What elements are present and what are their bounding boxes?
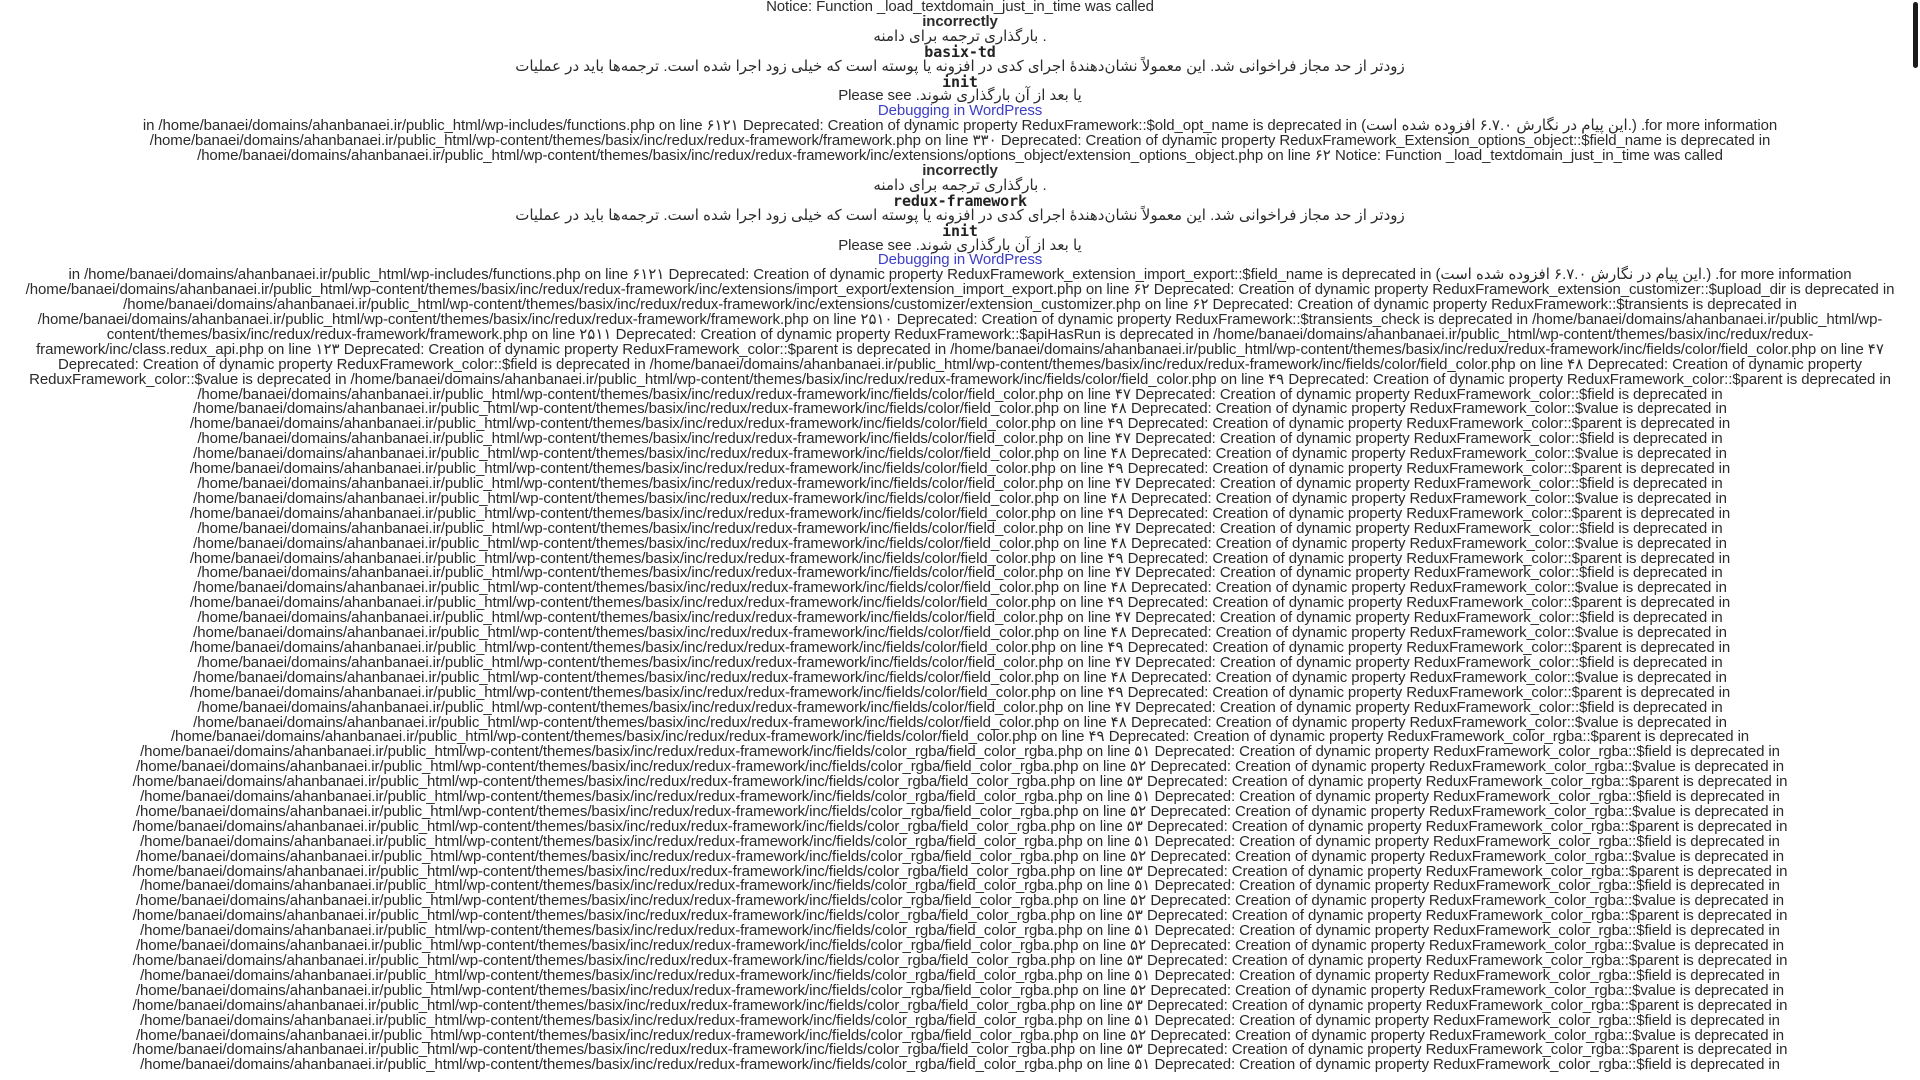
- notice-function-called-line: Notice: Function _load_textdomain_just_in_time was called: [766, 0, 1154, 15]
- debugging-in-wordpress-link[interactable]: Debugging in WordPress: [877, 102, 1043, 120]
- log-line: /home/banaei/domains/ahanbanaei.ir/public_html/wp-content/themes/basix/inc/redux/redux-framework/inc/fields/color/field_color.php on line ۴۹ Deprecated: Creation of dynamic property ReduxFramework_color::$parent is deprecated in: [189, 415, 1731, 433]
- log-line: /home/banaei/domains/ahanbanaei.ir/public_html/wp-content/themes/basix/inc/redux/redux-framework/inc/fields/color_rgba/field_color_rgba.php on line ۵۲ Deprecated: Creation of dynamic property ReduxFramework_color_rgba::$value is deprecated in: [135, 892, 1785, 910]
- log-line: /home/banaei/domains/ahanbanaei.ir/public_html/wp-content/themes/basix/inc/redux/redux-framework/inc/extensions/options_object/extension_options_object.php on line ۶۲ Notice: Function _load_textdomain_just_in_time was called: [197, 147, 1723, 165]
- notice-message-text: زودتر از حد مجاز فراخوانی شد. این معمولاً نشان‌دهندهٔ اجرای کدی در افزونه یا پوسته است که خیلی زود اجرا شده است. ترجمه‌ها باید در عملیات: [515, 206, 1405, 224]
- notice-please-see-text: Please see: [838, 87, 912, 105]
- notice-domain-code: basix-td: [924, 42, 996, 61]
- log-line: /home/banaei/domains/ahanbanaei.ir/public_html/wp-content/themes/basix/inc/redux/redux-framework/inc/fields/color_rgba/field_color_rgba.php on line ۵۳ Deprecated: Creation of dynamic property ReduxFramework_color_rgba::$parent is deprecated in: [132, 773, 1788, 791]
- log-line: /home/banaei/domains/ahanbanaei.ir/public_html/wp-content/themes/basix/inc/redux/redux-framework/framework.php on line ۳۳۰ Deprecated: Creation of dynamic property ReduxFramework_Extension_options_object::$field_name is deprecated in: [149, 132, 1771, 150]
- notice-domain-label: . بارگذاری ترجمه برای دامنه: [873, 27, 1047, 45]
- log-line: /home/banaei/domains/ahanbanaei.ir/public_html/wp-content/themes/basix/inc/redux/redux-framework/inc/fields/color_rgba/field_color_rgba.php on line ۵۱ Deprecated: Creation of dynamic property ReduxFramework_color_rgba::$field is deprecated in: [140, 788, 1780, 806]
- log-line: /home/banaei/domains/ahanbanaei.ir/public_html/wp-content/themes/basix/inc/redux/redux-framework/inc/fields/color/field_color.php on line ۴۸ Deprecated: Creation of dynamic property ReduxFramework_color::$value is deprecated in: [193, 624, 1727, 642]
- debugging-in-wordpress-link[interactable]: Debugging in WordPress: [877, 251, 1043, 269]
- log-line: /home/banaei/domains/ahanbanaei.ir/public_html/wp-content/themes/basix/inc/redux/redux-framework/inc/fields/color_rgba/field_color_rgba.php on line ۵۱ Deprecated: Creation of dynamic property ReduxFramework_color_rgba::$field is deprecated in: [140, 1056, 1780, 1074]
- notice-after-hook-fa: یا بعد از آن بارگذاری شوند.: [915, 236, 1082, 254]
- log-repeat-list: [6, 402, 1914, 1073]
- log-line: /home/banaei/domains/ahanbanaei.ir/public_html/wp-content/themes/basix/inc/redux/redux-framework/inc/fields/color_rgba/field_color_rgba.php on line ۵۲ Deprecated: Creation of dynamic property ReduxFramework_color_rgba::$value is deprecated in: [135, 937, 1785, 955]
- log-line: /home/banaei/domains/ahanbanaei.ir/public_html/wp-content/themes/basix/inc/redux/redux-framework/inc/fields/color/field_color.php on line ۴۸ Deprecated: Creation of dynamic property ReduxFramework_color::$value is deprecated in: [193, 713, 1727, 731]
- log-line: /home/banaei/domains/ahanbanaei.ir/public_html/wp-content/themes/basix/inc/redux/redux-framework/inc/fields/color_rgba/field_color_rgba.php on line ۵۱ Deprecated: Creation of dynamic property ReduxFramework_color_rgba::$field is deprecated in: [140, 832, 1780, 850]
- log-line: /home/banaei/domains/ahanbanaei.ir/public_html/wp-content/themes/basix/inc/redux/redux-framework/inc/fields/color/field_color.php on line ۴۹ Deprecated: Creation of dynamic property ReduxFramework_color::$parent is deprecated in: [189, 594, 1731, 612]
- log-line: /home/banaei/domains/ahanbanaei.ir/public_html/wp-content/themes/basix/inc/redux/redux-framework/inc/fields/color/field_color.php on line ۴۷ Deprecated: Creation of dynamic property ReduxFramework_color::$field is deprecated in: [197, 519, 1723, 537]
- php-error-log: [6, 0, 1914, 1073]
- notice-incorrectly-text: incorrectly: [922, 161, 998, 179]
- notice-hook-code: init: [942, 221, 978, 240]
- log-line: /home/banaei/domains/ahanbanaei.ir/public_html/wp-content/themes/basix/inc/redux/redux-framework/inc/fields/color_rgba/field_color_rgba.php on line ۵۲ Deprecated: Creation of dynamic property ReduxFramework_color_rgba::$value is deprecated in: [135, 1026, 1785, 1044]
- log-line: /home/banaei/domains/ahanbanaei.ir/public_html/wp-content/themes/basix/inc/redux/redux-framework/inc/fields/color_rgba/field_color_rgba.php on line ۵۱ Deprecated: Creation of dynamic property ReduxFramework_color_rgba::$field is deprecated in: [140, 966, 1780, 984]
- log-line: /home/banaei/domains/ahanbanaei.ir/public_html/wp-content/themes/basix/inc/redux/redux-framework/inc/fields/color/field_color.php on line ۴۷ Deprecated: Creation of dynamic property ReduxFramework_color::$field is deprecated in: [197, 653, 1723, 671]
- log-line: /home/banaei/domains/ahanbanaei.ir/public_html/wp-content/themes/basix/inc/redux/redux-framework/inc/fields/color/field_color.php on line ۴۹ Deprecated: Creation of dynamic property ReduxFramework_color::$parent is deprecated in: [189, 638, 1731, 656]
- log-line: /home/banaei/domains/ahanbanaei.ir/public_html/wp-content/themes/basix/inc/redux/redux-framework/inc/fields/color/field_color.php on line ۴۹ Deprecated: Creation of dynamic property ReduxFramework_color::$parent is deprecated in: [189, 504, 1731, 522]
- log-line: /home/banaei/domains/ahanbanaei.ir/public_html/wp-content/themes/basix/inc/redux/redux-framework/inc/fields/color/field_color.php on line ۴۸ Deprecated: Creation of dynamic property ReduxFramework_color::$value is deprecated in: [193, 489, 1727, 507]
- log-line: /home/banaei/domains/ahanbanaei.ir/public_html/wp-content/themes/basix/inc/redux/redux-framework/inc/fields/color/field_color.php on line ۴۷ Deprecated: Creation of dynamic property ReduxFramework_color::$field is deprecated in: [197, 698, 1723, 716]
- notice-hook-code: init: [942, 72, 978, 91]
- notice-message-text: زودتر از حد مجاز فراخوانی شد. این معمولاً نشان‌دهندهٔ اجرای کدی در افزونه یا پوسته است که خیلی زود اجرا شده است. ترجمه‌ها باید در عملیات: [515, 57, 1405, 75]
- log-line: /home/banaei/domains/ahanbanaei.ir/public_html/wp-content/themes/basix/inc/redux/redux-framework/inc/fields/color/field_color.php on line ۴۸ Deprecated: Creation of dynamic property ReduxFramework_color::$value is deprecated in: [193, 579, 1727, 597]
- log-line: /home/banaei/domains/ahanbanaei.ir/public_html/wp-content/themes/basix/inc/redux/redux-framework/inc/fields/color_rgba/field_color_rgba.php on line ۵۲ Deprecated: Creation of dynamic property ReduxFramework_color_rgba::$value is deprecated in: [135, 981, 1785, 999]
- notice-please-see-text: Please see: [838, 236, 912, 254]
- log-line: /home/banaei/domains/ahanbanaei.ir/public_html/wp-content/themes/basix/inc/redux/redux-framework/inc/fields/color_rgba/field_color_rgba.php on line ۵۱ Deprecated: Creation of dynamic property ReduxFramework_color_rgba::$field is deprecated in: [140, 922, 1780, 940]
- log-line: /home/banaei/domains/ahanbanaei.ir/public_html/wp-content/themes/basix/inc/redux/redux-framework/inc/fields/color_rgba/field_color_rgba.php on line ۵۳ Deprecated: Creation of dynamic property ReduxFramework_color_rgba::$parent is deprecated in: [132, 862, 1788, 880]
- log-line: /home/banaei/domains/ahanbanaei.ir/public_html/wp-content/themes/basix/inc/redux/redux-framework/inc/fields/color_rgba/field_color_rgba.php on line ۵۱ Deprecated: Creation of dynamic property ReduxFramework_color_rgba::$field is deprecated in: [140, 743, 1780, 761]
- log-line: /home/banaei/domains/ahanbanaei.ir/public_html/wp-content/themes/basix/inc/redux/redux-framework/inc/fields/color_rgba/field_color_rgba.php on line ۵۲ Deprecated: Creation of dynamic property ReduxFramework_color_rgba::$value is deprecated in: [135, 802, 1785, 820]
- log-line: /home/banaei/domains/ahanbanaei.ir/public_html/wp-content/themes/basix/inc/redux/redux-framework/inc/fields/color_rgba/field_color_rgba.php on line ۵۳ Deprecated: Creation of dynamic property ReduxFramework_color_rgba::$parent is deprecated in: [132, 952, 1788, 969]
- log-line: /home/banaei/domains/ahanbanaei.ir/public_html/wp-content/themes/basix/inc/redux/redux-framework/inc/fields/color/field_color.php on line ۴۹ Deprecated: Creation of dynamic property ReduxFramework_color::$parent is deprecated in: [189, 549, 1731, 567]
- log-line: /home/banaei/domains/ahanbanaei.ir/public_html/wp-content/themes/basix/inc/redux/redux-framework/inc/fields/color/field_color.php on line ۴۷ Deprecated: Creation of dynamic property ReduxFramework_color::$field is deprecated in: [197, 430, 1723, 448]
- log-line: /home/banaei/domains/ahanbanaei.ir/public_html/wp-content/themes/basix/inc/redux/redux-framework/inc/fields/color_rgba/field_color_rgba.php on line ۵۲ Deprecated: Creation of dynamic property ReduxFramework_color_rgba::$value is deprecated in: [135, 847, 1785, 865]
- log-line: /home/banaei/domains/ahanbanaei.ir/public_html/wp-content/themes/basix/inc/redux/redux-framework/inc/fields/color_rgba/field_color_rgba.php on line ۵۳ Deprecated: Creation of dynamic property ReduxFramework_color_rgba::$parent is deprecated in: [132, 1041, 1788, 1059]
- log-line: /home/banaei/domains/ahanbanaei.ir/public_html/wp-content/themes/basix/inc/redux/redux-framework/inc/fields/color_rgba/field_color_rgba.php on line ۵۲ Deprecated: Creation of dynamic property ReduxFramework_color_rgba::$value is deprecated in: [135, 758, 1785, 776]
- log-line: /home/banaei/domains/ahanbanaei.ir/public_html/wp-content/themes/basix/inc/redux/redux-framework/inc/fields/color/field_color.php on line ۴۷ Deprecated: Creation of dynamic property ReduxFramework_color::$field is deprecated in: [197, 475, 1723, 492]
- notice-domain-label: . بارگذاری ترجمه برای دامنه: [873, 176, 1047, 194]
- log-line: /home/banaei/domains/ahanbanaei.ir/public_html/wp-content/themes/basix/inc/redux/redux-framework/inc/fields/color_rgba/field_color_rgba.php on line ۵۱ Deprecated: Creation of dynamic property ReduxFramework_color_rgba::$field is deprecated in: [140, 877, 1780, 895]
- log-line: in /home/banaei/domains/ahanbanaei.ir/public_html/wp-includes/functions.php on line ۶۱۲۱ Deprecated: Creation of dynamic property ReduxFramework::$old_opt_name is deprecated in (این پیام در نگارش ۶.۷.۰ افزوده شده است.) .for more information: [142, 117, 1778, 135]
- log-line: /home/banaei/domains/ahanbanaei.ir/public_html/wp-content/themes/basix/inc/redux/redux-framework/inc/fields/color_rgba/field_color_rgba.php on line ۵۳ Deprecated: Creation of dynamic property ReduxFramework_color_rgba::$parent is deprecated in: [132, 907, 1788, 925]
- log-line: /home/banaei/domains/ahanbanaei.ir/public_html/wp-content/themes/basix/inc/redux/redux-framework/inc/fields/color/field_color.php on line ۴۸ Deprecated: Creation of dynamic property ReduxFramework_color::$value is deprecated in: [193, 445, 1727, 463]
- notice-after-hook-fa: یا بعد از آن بارگذاری شوند.: [915, 87, 1082, 105]
- log-line: /home/banaei/domains/ahanbanaei.ir/public_html/wp-content/themes/basix/inc/redux/redux-framework/inc/fields/color_rgba/field_color_rgba.php on line ۵۳ Deprecated: Creation of dynamic property ReduxFramework_color_rgba::$parent is deprecated in: [132, 996, 1788, 1014]
- log-line: /home/banaei/domains/ahanbanaei.ir/public_html/wp-content/themes/basix/inc/redux/redux-framework/inc/fields/color/field_color.php on line ۴۸ Deprecated: Creation of dynamic property ReduxFramework_color::$value is deprecated in: [193, 400, 1727, 418]
- log-line: /home/banaei/domains/ahanbanaei.ir/public_html/wp-content/themes/basix/inc/redux/redux-framework/inc/fields/color/field_color.php on line ۴۸ Deprecated: Creation of dynamic property ReduxFramework_color::$value is deprecated in: [193, 534, 1727, 552]
- notice-domain-code: redux-framework: [893, 191, 1027, 210]
- log-line: /home/banaei/domains/ahanbanaei.ir/public_html/wp-content/themes/basix/inc/redux/redux-framework/inc/fields/color/field_color.php on line ۴۸ Deprecated: Creation of dynamic property ReduxFramework_color::$value is deprecated in: [193, 668, 1727, 686]
- log-line: /home/banaei/domains/ahanbanaei.ir/public_html/wp-content/themes/basix/inc/redux/redux-framework/inc/fields/color/field_color.php on line ۴۷ Deprecated: Creation of dynamic property ReduxFramework_color::$field is deprecated in: [197, 609, 1723, 627]
- log-line: /home/banaei/domains/ahanbanaei.ir/public_html/wp-content/themes/basix/inc/redux/redux-framework/inc/fields/color/field_color.php on line ۴۹ Deprecated: Creation of dynamic property ReduxFramework_color::$parent is deprecated in: [189, 460, 1731, 478]
- notice-incorrectly-text: incorrectly: [922, 12, 998, 30]
- log-line: /home/banaei/domains/ahanbanaei.ir/public_html/wp-content/themes/basix/inc/redux/redux-framework/inc/fields/color/field_color.php on line ۴۹ Deprecated: Creation of dynamic property ReduxFramework_color_rgba::$parent is deprecated in: [170, 728, 1750, 746]
- log-flow-block: in /home/banaei/domains/ahanbanaei.ir/public_html/wp-includes/functions.php on line ۶۱۲۱ Deprecated: Creation of dynamic property ReduxFramework_extension_import_export::$field_name is deprecated in (این پیام در نگارش ۶.۷.۰ افزوده شده است.) .for more information /home/banaei/domains/ahanbanaei.ir/public_html/wp-content/themes/basix/inc/redux/redux-framework/inc/extensions/import_export/extension_import_export.php on line ۶۲ Deprecated: Creation of dynamic property ReduxFramework_extension_customizer::$upload_dir is deprecated in /home/banaei/domains/ahanbanaei.ir/public_html/wp-content/themes/basix/inc/redux/redux-framework/inc/extensions/customizer/extension_customizer.php on line ۶۲ Deprecated: Creation of dynamic property ReduxFramework::$transients is deprecated in /home/banaei/domains/ahanbanaei.ir/public_html/wp-content/themes/basix/inc/redux/redux-framework/framework.php on line ۲۵۱۰ Deprecated: Creation of dynamic property ReduxFramework::$transients_check is deprecated in /home/banaei/domains/ahanbanaei.ir/public_html/wp-content/themes/basix/inc/redux/redux-framework/framework.php on line ۲۵۱۱ Deprecated: Creation of dynamic property ReduxFramework::$apiHasRun is deprecated in /home/banaei/domains/ahanbanaei.ir/public_html/wp-content/themes/basix/inc/redux/redux-framework/inc/class.redux_api.php on line ۱۲۳ Deprecated: Creation of dynamic property ReduxFramework_color::$parent is deprecated in /home/banaei/domains/ahanbanaei.ir/public_html/wp-content/themes/basix/inc/redux/redux-framework/inc/fields/color/field_color.php on line ۴۷ Deprecated: Creation of dynamic property ReduxFramework_color::$field is deprecated in /home/banaei/domains/ahanbanaei.ir/public_html/wp-content/themes/basix/inc/redux/redux-framework/inc/fields/color/field_color.php on line ۴۸ Deprecated: Creation of dynamic property ReduxFramework_color::$value is deprecated in /home/banaei/domains/ahanbanaei.ir/public_html/wp-content/themes/basix/inc/redux/redux-framework/inc/fields/color/field_color.php on line ۴۹ Deprecated: Creation of dynamic property ReduxFramework_color::$parent is deprecated in /home/banaei/domains/ahanbanaei.ir/public_html/wp-content/themes/basix/inc/redux/redux-framework/inc/fields/color/field_color.php on line ۴۷ Deprecated: Creation of dynamic property ReduxFramework_color::$field is deprecated in: [25, 266, 1895, 403]
- scrollbar-thumb[interactable]: [1913, 2, 1918, 68]
- log-line: /home/banaei/domains/ahanbanaei.ir/public_html/wp-content/themes/basix/inc/redux/redux-framework/inc/fields/color/field_color.php on line ۴۷ Deprecated: Creation of dynamic property ReduxFramework_color::$field is deprecated in: [197, 564, 1723, 582]
- vertical-scrollbar[interactable]: [1910, 0, 1920, 1080]
- log-line: /home/banaei/domains/ahanbanaei.ir/public_html/wp-content/themes/basix/inc/redux/redux-framework/inc/fields/color_rgba/field_color_rgba.php on line ۵۳ Deprecated: Creation of dynamic property ReduxFramework_color_rgba::$parent is deprecated in: [132, 817, 1788, 835]
- log-line: /home/banaei/domains/ahanbanaei.ir/public_html/wp-content/themes/basix/inc/redux/redux-framework/inc/fields/color_rgba/field_color_rgba.php on line ۵۱ Deprecated: Creation of dynamic property ReduxFramework_color_rgba::$field is deprecated in: [140, 1011, 1780, 1029]
- log-line: /home/banaei/domains/ahanbanaei.ir/public_html/wp-content/themes/basix/inc/redux/redux-framework/inc/fields/color/field_color.php on line ۴۹ Deprecated: Creation of dynamic property ReduxFramework_color::$parent is deprecated in: [189, 683, 1731, 701]
